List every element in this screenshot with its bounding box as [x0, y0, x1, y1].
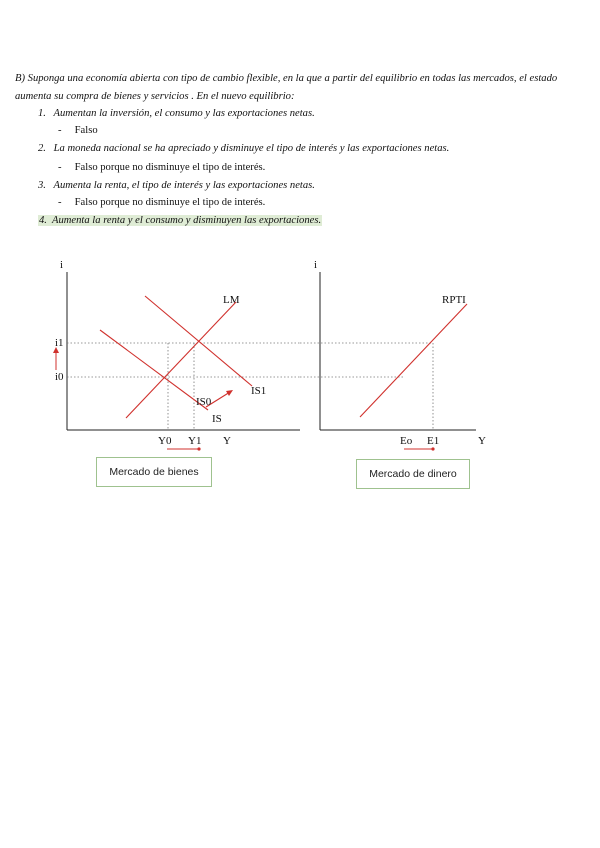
question-text: Aumenta la renta y el consumo y disminuyen las exportaciones.	[52, 215, 322, 226]
question-text: La moneda nacional se ha apreciado y disminuye el tipo de interés y las exportaciones netas.	[53, 143, 450, 154]
e0-tick: Eo	[400, 435, 413, 447]
y1-tick: Y1	[188, 435, 202, 447]
is1-label: IS1	[251, 385, 267, 397]
goods-market-caption: Mercado de bienes	[96, 457, 212, 487]
lm-curve	[126, 302, 236, 418]
is0-label: IS0	[196, 396, 212, 408]
is-shift-arrowhead	[226, 390, 233, 396]
is1-curve	[145, 296, 252, 386]
is-curve	[100, 330, 208, 410]
goods-market-chart	[53, 259, 300, 451]
answer-dash: -	[58, 125, 62, 136]
i1-tick: i1	[55, 337, 64, 349]
money-market-chart	[300, 259, 486, 451]
y-axis-label: i	[314, 259, 318, 271]
question-number: 3.	[38, 180, 46, 191]
answer-text: Falso porque no disminuye el tipo de interés.	[74, 162, 266, 173]
is-label: IS	[212, 413, 222, 425]
lm-label: LM	[223, 294, 240, 306]
question-number: 1.	[38, 108, 46, 119]
question-text: Aumenta la renta, el tipo de interés y las exportaciones netas.	[53, 180, 315, 191]
y0-tick: Y0	[158, 435, 172, 447]
e1-tick: E1	[427, 435, 440, 447]
income-rise-arrowhead	[197, 447, 200, 450]
exchange-rise-arrowhead	[431, 447, 434, 450]
rpti-label: RPTI	[442, 294, 466, 306]
money-market-caption: Mercado de dinero	[356, 459, 470, 489]
y-axis-label: i	[60, 259, 64, 271]
answer-dash: -	[58, 162, 62, 173]
rpti-curve	[360, 304, 467, 417]
exercise-intro: B) Suponga una economía abierta con tipo de cambio flexible, en la que a partir del equilibrio en todas las mercados, el estado aumenta su compra de bienes y servicios . En el nuevo equilibrio:	[15, 73, 558, 102]
i0-tick: i0	[55, 371, 64, 383]
question-number: 2.	[38, 143, 46, 154]
x-axis-label: Y	[223, 435, 231, 447]
x-axis-label: Y	[478, 435, 486, 447]
answer-text: Falso porque no disminuye el tipo de interés.	[74, 197, 266, 208]
answer-text: Falso	[74, 125, 98, 136]
answer-dash: -	[58, 197, 62, 208]
question-number: 4.	[39, 215, 47, 226]
question-text: Aumentan la inversión, el consumo y las exportaciones netas.	[53, 108, 315, 119]
